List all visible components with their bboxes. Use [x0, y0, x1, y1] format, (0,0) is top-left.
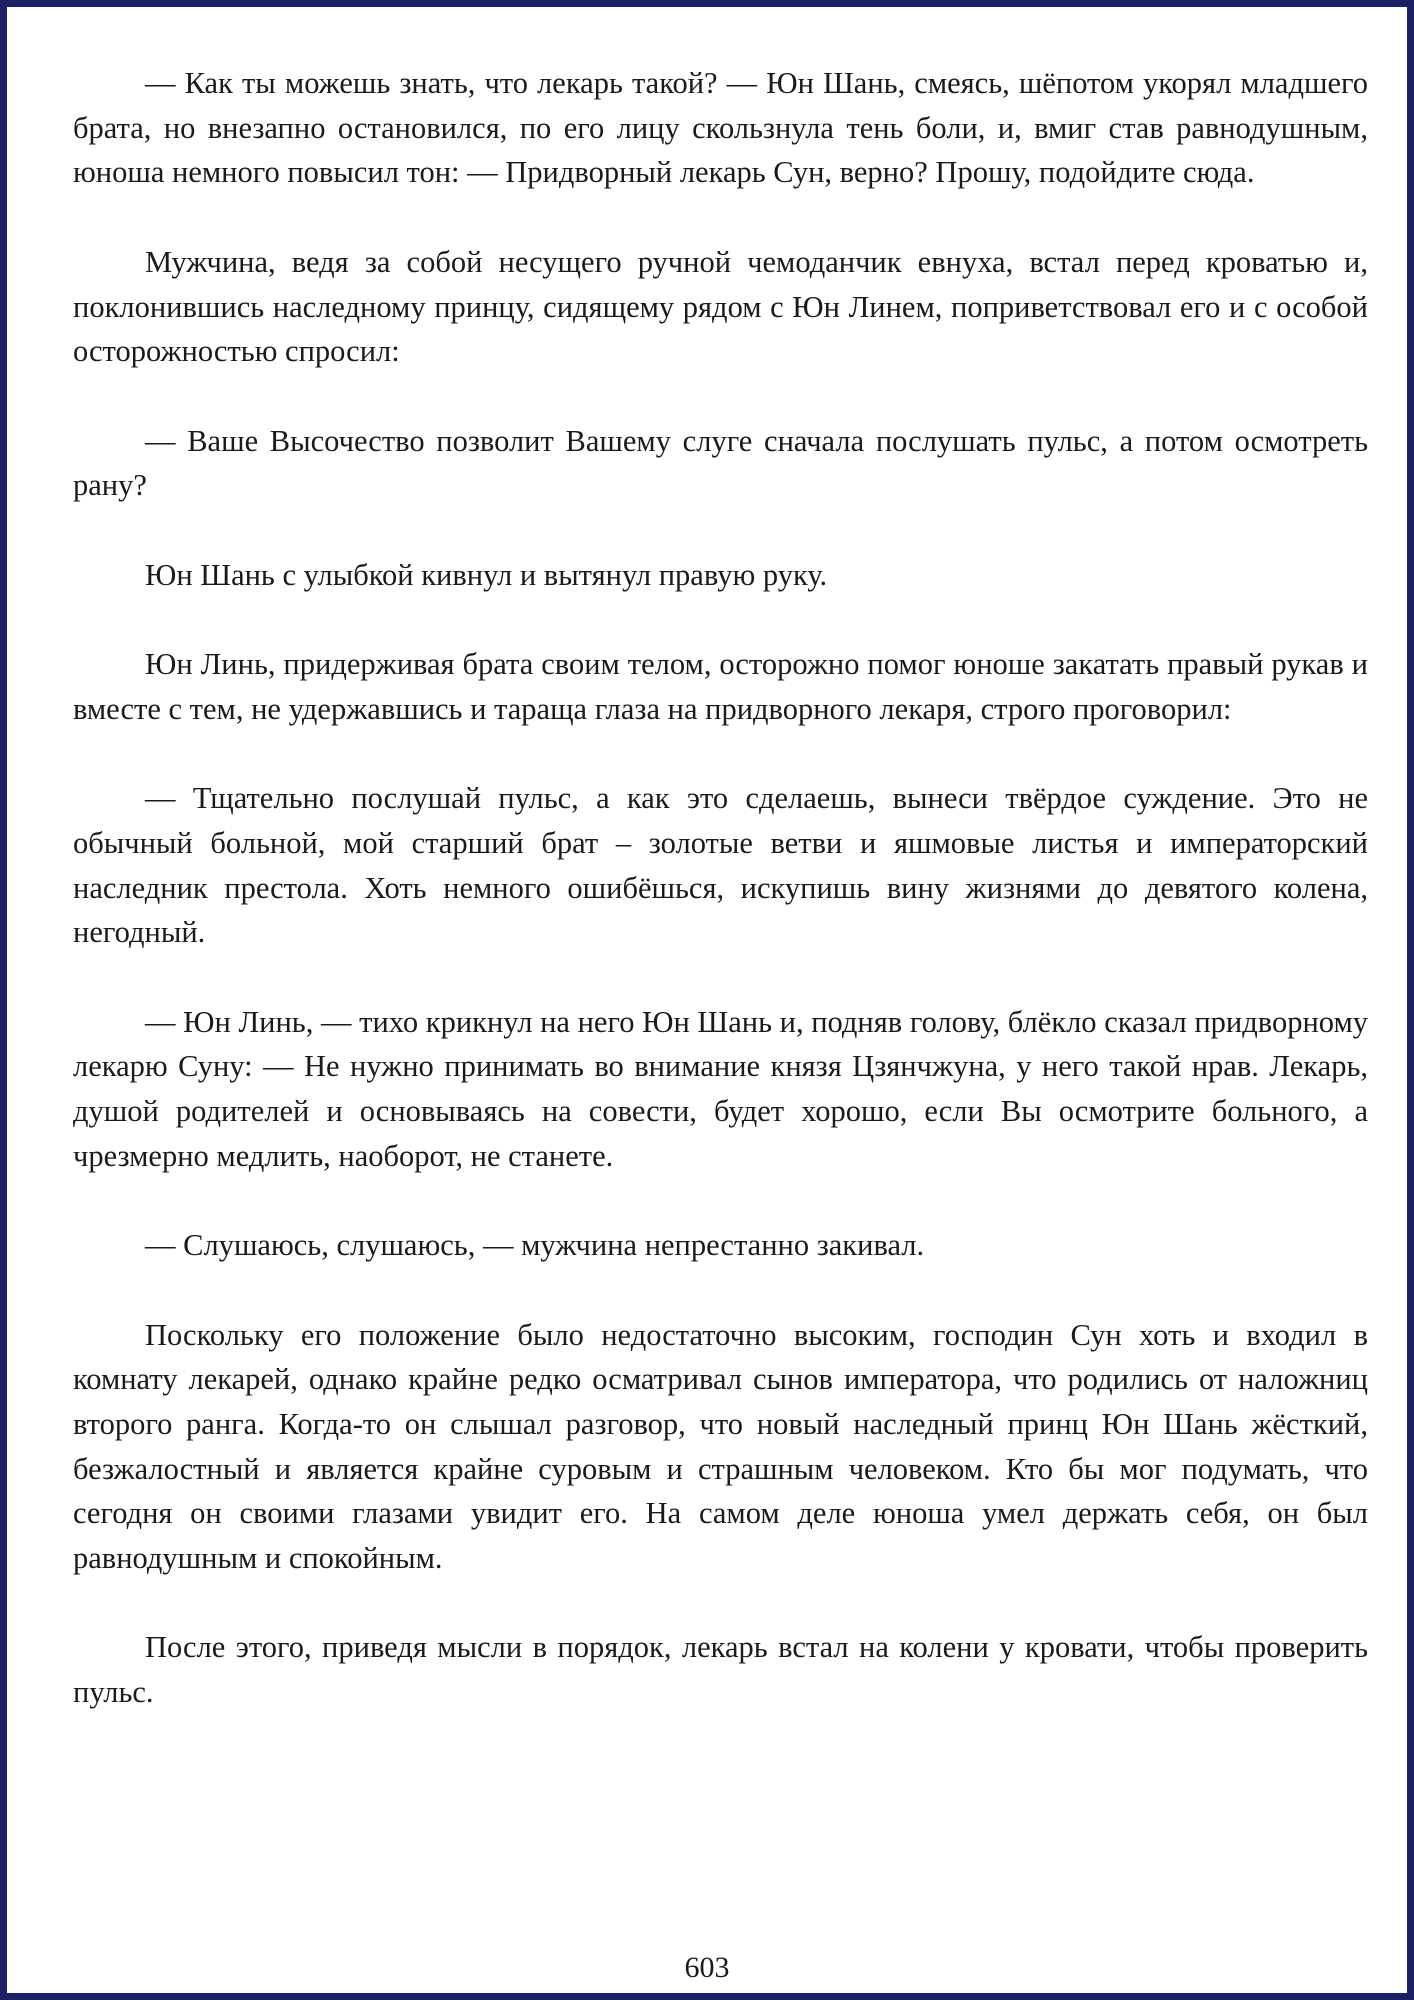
page-number: 603: [684, 1951, 730, 1984]
paragraph: После этого, приведя мысли в порядок, лекарь встал на колени у кровати, чтобы проверить пульс.: [73, 1630, 1368, 1710]
paragraph: Поскольку его положение было недостаточно высоким, господин Сун хоть и входил в комнату лекарей, однако крайне редко осматривал сынов императора, что родились от наложниц второго ранга. Когда-то он слышал разговор, что новый наследный принц Юн Шань жёсткий, безжалостный и является крайне суровым и страшным человеком. Кто бы мог подумать, что сегодня он своими глазами увидит его. На самом деле юноша умел держать себя, он был равнодушным и спокойным.: [73, 1317, 1368, 1576]
paragraph: — Ваше Высочество позволит Вашему слуге сначала послушать пульс, а потом осмотреть рану?: [73, 423, 1368, 503]
paragraph: — Тщательно послушай пульс, а как это сделаешь, вынеси твёрдое суждение. Это не обычный больной, мой старший брат – золотые ветви и яшмовые листья и императорский наследник престола. Хоть немного ошибёшься, искупишь вину жизнями до девятого колена, негодный.: [73, 781, 1368, 950]
paragraph: — Юн Линь, — тихо крикнул на него Юн Шань и, подняв голову, блёкло сказал придворному лекарю Суну: — Не нужно принимать во внимание князя Цзянчжуна, у него такой нрав. Лекарь, душой родителей и основываясь на совести, будет хорошо, если Вы осмотрите больного, а чрезмерно медлить, наоборот, не станете.: [73, 1004, 1368, 1173]
paragraph: Мужчина, ведя за собой несущего ручной чемоданчик евнуха, встал перед кроватью и, поклонившись наследному принцу, сидящему рядом с Юн Линем, поприветствовал его и с особой осторожностью спросил:: [73, 244, 1368, 369]
paragraph: — Как ты можешь знать, что лекарь такой? — Юн Шань, смеясь, шёпотом укорял младшего брата, но внезапно остановился, по его лицу скользнула тень боли, и, вмиг став равнодушным, юноша немного повысил тон: — Придворный лекарь Сун, верно? Прошу, подойдите сюда.: [73, 66, 1368, 190]
paragraph: Юн Линь, придерживая брата своим телом, осторожно помог юноше закатать правый рукав и вместе с тем, не удержавшись и тараща глаза на придворного лекаря, строго проговорил:: [73, 647, 1368, 726]
paragraph: — Слушаюсь, слушаюсь, — мужчина непрестанно закивал.: [145, 1228, 925, 1263]
text-body: [73, 61, 1368, 1760]
paragraph: Юн Шань с улыбкой кивнул и вытянул правую руку.: [145, 557, 828, 592]
